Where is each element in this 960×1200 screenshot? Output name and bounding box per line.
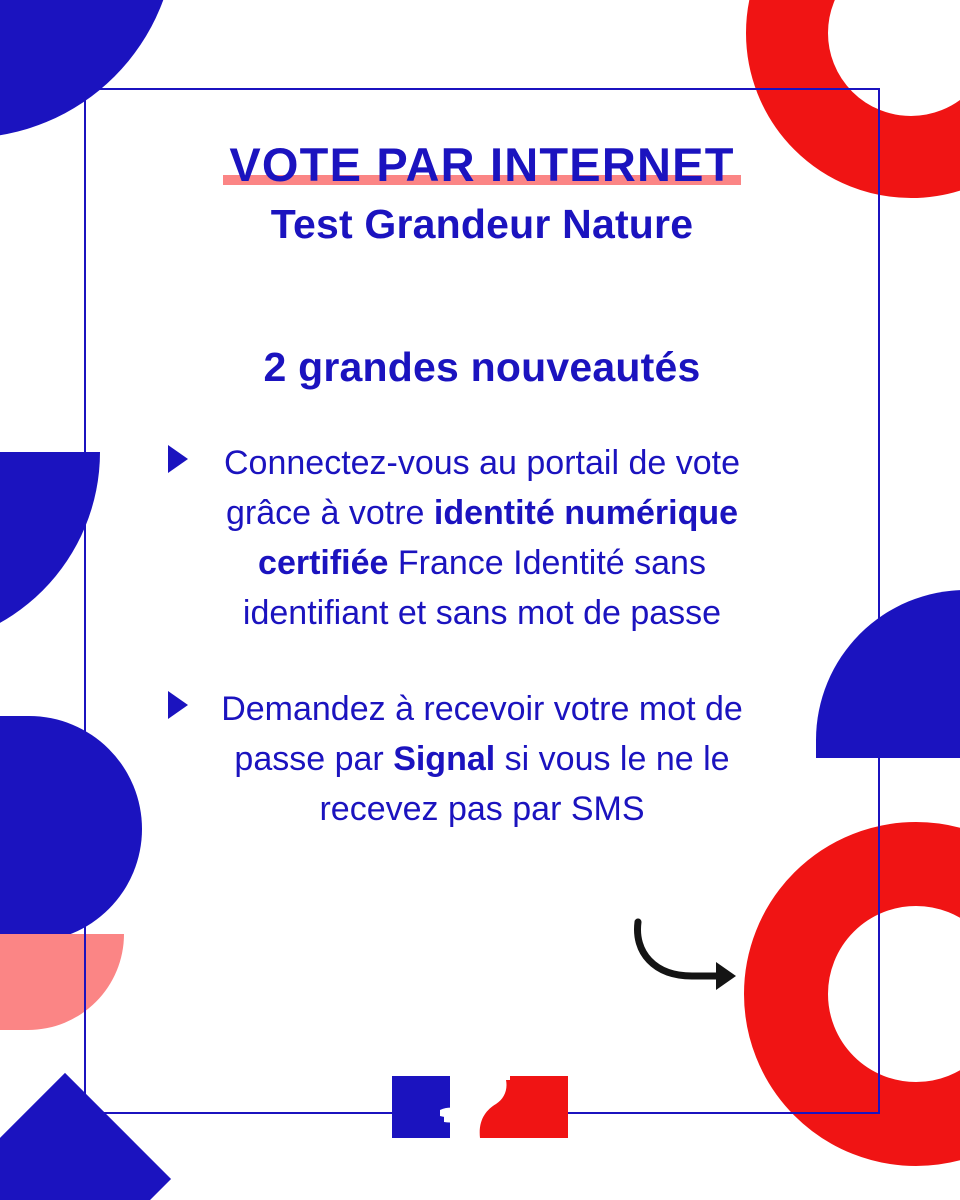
- bullet-1-part-2: identité numérique certifiée: [258, 494, 739, 583]
- headline: 2 grandes nouveautés: [263, 344, 701, 391]
- bullet-text-2: [132, 685, 832, 835]
- poster-content: [84, 88, 880, 1114]
- triangle-right-icon: [168, 691, 188, 719]
- page-subtitle: Test Grandeur Nature: [270, 201, 694, 248]
- france-republic-logo: [392, 1076, 568, 1138]
- marianne-profile-icon: [434, 1076, 526, 1138]
- bullet-text-1: [132, 439, 832, 639]
- bullet-2-part-1: Demandez à recevoir votre mot de passe par: [221, 690, 743, 779]
- list-item: [132, 685, 832, 835]
- title-block: [223, 140, 740, 189]
- curved-arrow-right-icon: [632, 918, 752, 996]
- bullet-1-part-1: Connectez-vous au portail de vote grâce à votre: [224, 444, 740, 533]
- bullet-2-part-2: Signal: [393, 740, 496, 779]
- triangle-right-icon: [168, 445, 188, 473]
- bullet-2-part-3: si vous le ne le recevez pas par SMS: [319, 740, 730, 829]
- list-item: [132, 439, 832, 639]
- bullet-1-part-3: France Identité sans identifiant et sans mot de passe: [242, 544, 722, 633]
- page-title: VOTE PAR INTERNET: [229, 138, 735, 191]
- logo-white-block: [450, 1076, 510, 1138]
